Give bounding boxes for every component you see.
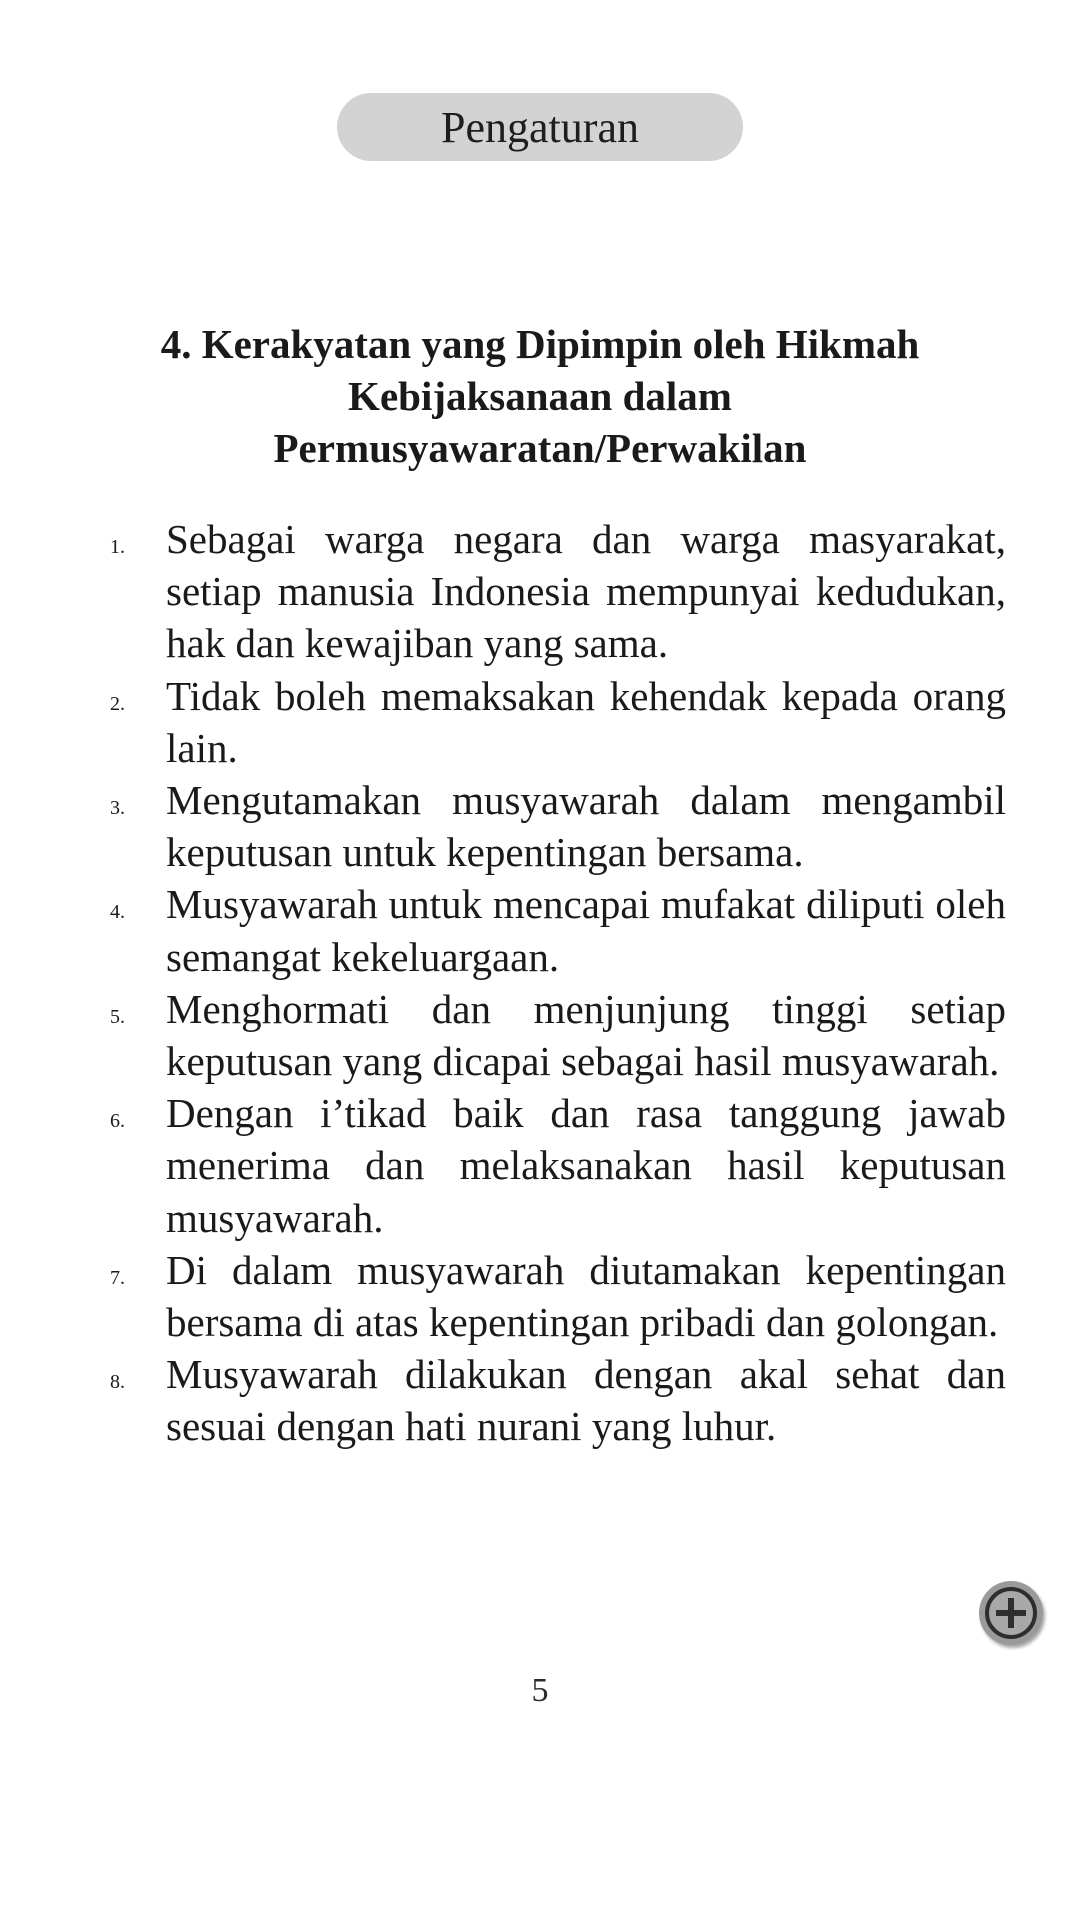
list-item — [110, 1348, 1006, 1452]
list-item — [110, 983, 1006, 1087]
item-text: Musyawarah untuk mencapai mufakat diliputi oleh semangat kekeluargaan. — [166, 881, 1006, 980]
settings-label: Pengaturan — [441, 102, 639, 152]
item-number: 8. — [110, 1371, 125, 1394]
list-item — [110, 513, 1006, 670]
settings-button[interactable] — [337, 93, 743, 161]
item-number: 3. — [110, 797, 125, 820]
item-text: Musyawarah dilakukan dengan akal sehat dan sesuai dengan hati nurani yang luhur. — [166, 1351, 1006, 1450]
item-text: Di dalam musyawarah diutamakan kepentingan bersama di atas kepentingan pribadi dan golongan. — [166, 1246, 1006, 1346]
section-title-line-1: 4. Kerakyatan yang Dipimpin oleh Hikmah — [160, 321, 920, 367]
page-number: 5 — [531, 1672, 549, 1709]
section-title — [100, 318, 980, 474]
item-number: 7. — [110, 1266, 125, 1289]
item-number: 5. — [110, 1005, 125, 1028]
item-text: Menghormati dan menjunjung tinggi setiap keputusan yang dicapai sebagai hasil musyawarah. — [166, 985, 1006, 1085]
list-item — [110, 774, 1006, 878]
plus-circle-icon — [982, 1584, 1040, 1642]
item-number: 1. — [110, 536, 125, 558]
zoom-in-button[interactable] — [979, 1581, 1043, 1645]
section-title-line-2: Kebijaksanaan dalam — [348, 373, 732, 419]
section-title-line-3: Permusyawaratan/Perwakilan — [273, 425, 807, 471]
list-item — [110, 1087, 1006, 1244]
item-text: Mengutamakan musyawarah dalam mengambil keputusan untuk kepentingan bersama. — [166, 777, 1006, 876]
list-item — [110, 1244, 1006, 1348]
item-text: Dengan i’tikad baik dan rasa tanggung jawab menerima dan melaksanakan hasil keputusan musyawarah. — [166, 1090, 1006, 1241]
item-number: 4. — [110, 901, 125, 924]
principles-list — [110, 513, 1006, 1453]
list-item — [110, 670, 1006, 774]
list-item — [110, 878, 1006, 982]
item-text: Tidak boleh memaksakan kehendak kepada orang lain. — [166, 672, 1006, 771]
item-text: Sebagai warga negara dan warga masyarakat, setiap manusia Indonesia mempunyai kedudukan, hak dan kewajiban yang sama. — [166, 516, 1006, 667]
item-number: 2. — [110, 692, 125, 715]
item-number: 6. — [110, 1110, 125, 1133]
